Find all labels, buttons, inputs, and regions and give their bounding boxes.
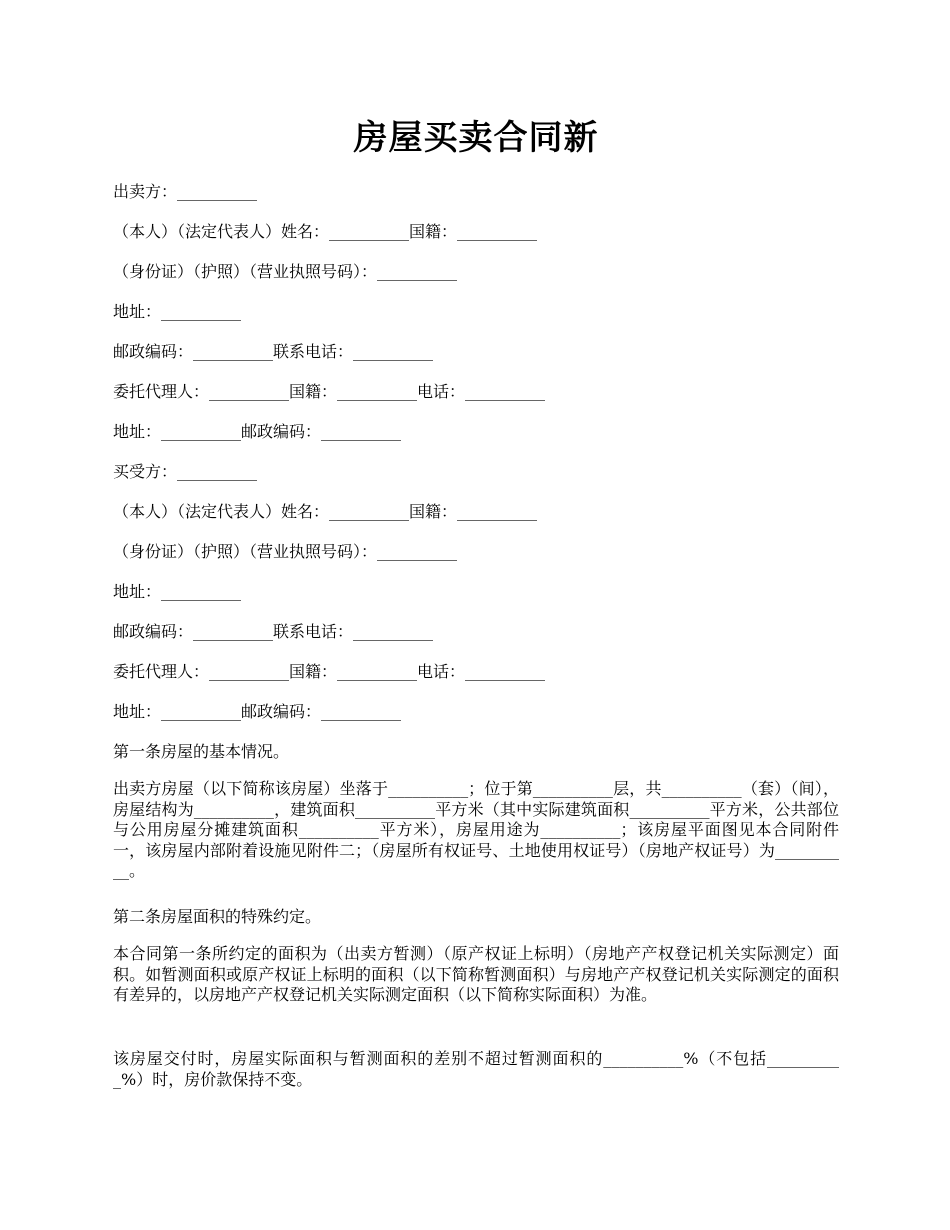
buyer-address-line: 地址：__________ bbox=[113, 582, 242, 601]
seller-id-line: （身份证）（护照）（营业执照号码）：__________ bbox=[113, 262, 458, 281]
seller-address-line: 地址：__________ bbox=[113, 302, 242, 321]
seller-name-line: （本人）（法定代表人）姓名：__________国籍：__________ bbox=[113, 222, 538, 241]
article1-heading: 第一条房屋的基本情况。 bbox=[113, 742, 290, 761]
buyer-id-line: （身份证）（护照）（营业执照号码）：__________ bbox=[113, 542, 458, 561]
document-title: 房屋买卖合同新 bbox=[353, 118, 599, 158]
article2-body-2: 该房屋交付时，房屋实际面积与暂测面积的差别不超过暂测面积的__________%（不包括__________%）时，房价款保持不变。 bbox=[113, 1049, 839, 1089]
article1-body: 出卖方房屋（以下简称该房屋）坐落于__________；位于第__________层，共__________（套）（间），房屋结构为__________，建筑面积__________平方米（其中实际建筑面积__________平方米，公共部位与公用房屋分摊建筑面积__________平方米），房屋用途为__________；该房屋平面图见本合同附件一，该房屋内部附着设施见附件二；（房屋所有权证号、土地使用权证号）（房地产权证号）为__________。 bbox=[113, 779, 839, 880]
seller-agent-line: 委托代理人：__________国籍：__________电话：__________ bbox=[113, 382, 546, 401]
seller-postal-phone-line: 邮政编码：__________联系电话：__________ bbox=[113, 342, 434, 361]
buyer-agent-address-line: 地址：__________邮政编码：__________ bbox=[113, 702, 402, 721]
buyer-postal-phone-line: 邮政编码：__________联系电话：__________ bbox=[113, 622, 434, 641]
seller-agent-address-line: 地址：__________邮政编码：__________ bbox=[113, 422, 402, 441]
article2-heading: 第二条房屋面积的特殊约定。 bbox=[113, 907, 322, 926]
buyer-heading: 买受方：__________ bbox=[113, 462, 258, 481]
seller-heading: 出卖方：__________ bbox=[113, 182, 258, 201]
article2-body-1: 本合同第一条所约定的面积为（出卖方暂测）（原产权证上标明）（房地产产权登记机关实际测定）面积。如暂测面积或原产权证上标明的面积（以下简称暂测面积）与房地产产权登记机关实际测定的面积有差异的，以房地产产权登记机关实际测定面积（以下简称实际面积）为准。 bbox=[113, 944, 839, 1004]
buyer-name-line: （本人）（法定代表人）姓名：__________国籍：__________ bbox=[113, 502, 538, 521]
buyer-agent-line: 委托代理人：__________国籍：__________电话：__________ bbox=[113, 662, 546, 681]
